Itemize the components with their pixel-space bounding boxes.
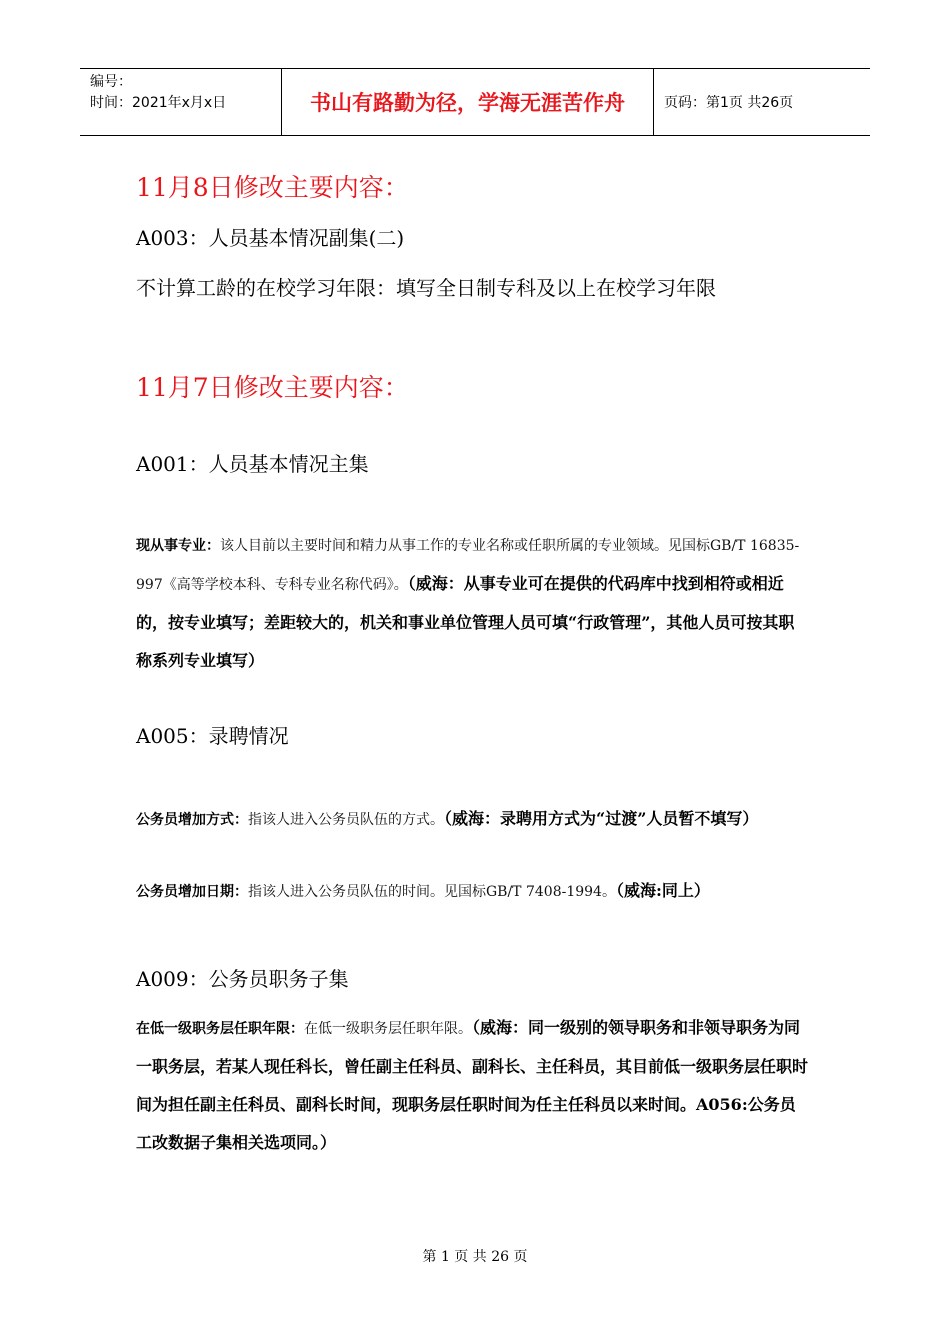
header-motto: 书山有路勤为径，学海无涯苦作舟 xyxy=(282,69,654,135)
document-time: 时间：2021年x月x日 xyxy=(90,95,227,111)
subheading-a005: A005：录聘情况 xyxy=(136,724,289,748)
page-header xyxy=(80,68,870,136)
term-lower-level-years: 在低一级职务层任职年限： xyxy=(136,1021,304,1037)
subheading-a009: A009：公务员职务子集 xyxy=(136,967,349,991)
desc-lower-level-years: 在低一级职务层任职年限。 xyxy=(304,1021,472,1037)
document-number: 编号： xyxy=(90,74,132,90)
paragraph-increase-date xyxy=(136,872,808,911)
desc-increase-date: 指该人进入公务员队伍的时间。见国标GB/T 7408-1994。 xyxy=(248,884,616,900)
heading-nov8: 11月8日修改主要内容： xyxy=(136,173,409,202)
subheading-a003: A003：人员基本情况副集(二) xyxy=(136,226,405,250)
header-meta xyxy=(80,69,282,135)
note-current-profession: （威海：从事专业可在提供的代码库中找到相符或相近的，按专业填写；差距较大的，机关和事业单位管理人员可填“行政管理”，其他人员可按其职称系列专业填写） xyxy=(136,574,795,670)
desc-increase-method: 指该人进入公务员队伍的方式。 xyxy=(248,812,444,828)
term-increase-date: 公务员增加日期： xyxy=(136,884,248,900)
line-study-years: 不计算工龄的在校学习年限：填写全日制专科及以上在校学习年限 xyxy=(136,276,716,300)
header-page-number: 页码：第1页 共26页 xyxy=(664,95,794,111)
note-increase-date: （威海:同上） xyxy=(615,881,710,900)
paragraph-current-profession xyxy=(136,527,808,680)
term-current-profession: 现从事专业： xyxy=(136,538,220,554)
paragraph-lower-level-years xyxy=(136,1009,808,1162)
subheading-a001: A001：人员基本情况主集 xyxy=(136,452,369,476)
term-increase-method: 公务员增加方式： xyxy=(136,812,248,828)
page-footer: 第 1 页 共 26 页 xyxy=(422,1249,528,1265)
note-increase-method: （威海：录聘用方式为“过渡”人员暂不填写） xyxy=(444,809,759,828)
paragraph-increase-method xyxy=(136,800,808,839)
heading-nov7: 11月7日修改主要内容： xyxy=(136,373,409,402)
note-lower-level-years: （威海：同一级别的领导职务和非领导职务为同一职务层，若某人现任科长，曾任副主任科员、副科长、主任科员，其目前低一级职务层任职时间为担任副主任科员、副科长时间，现职务层任职时间为任主任科员以来时间。A056:公务员工改数据子集相关选项同。） xyxy=(136,1018,809,1152)
desc-current-profession: 该人目前以主要时间和精力从事工作的专业名称或任职所属的专业领域。见国标GB/T 16835-997《高等学校本科、专科专业名称代码》。 xyxy=(136,538,800,593)
